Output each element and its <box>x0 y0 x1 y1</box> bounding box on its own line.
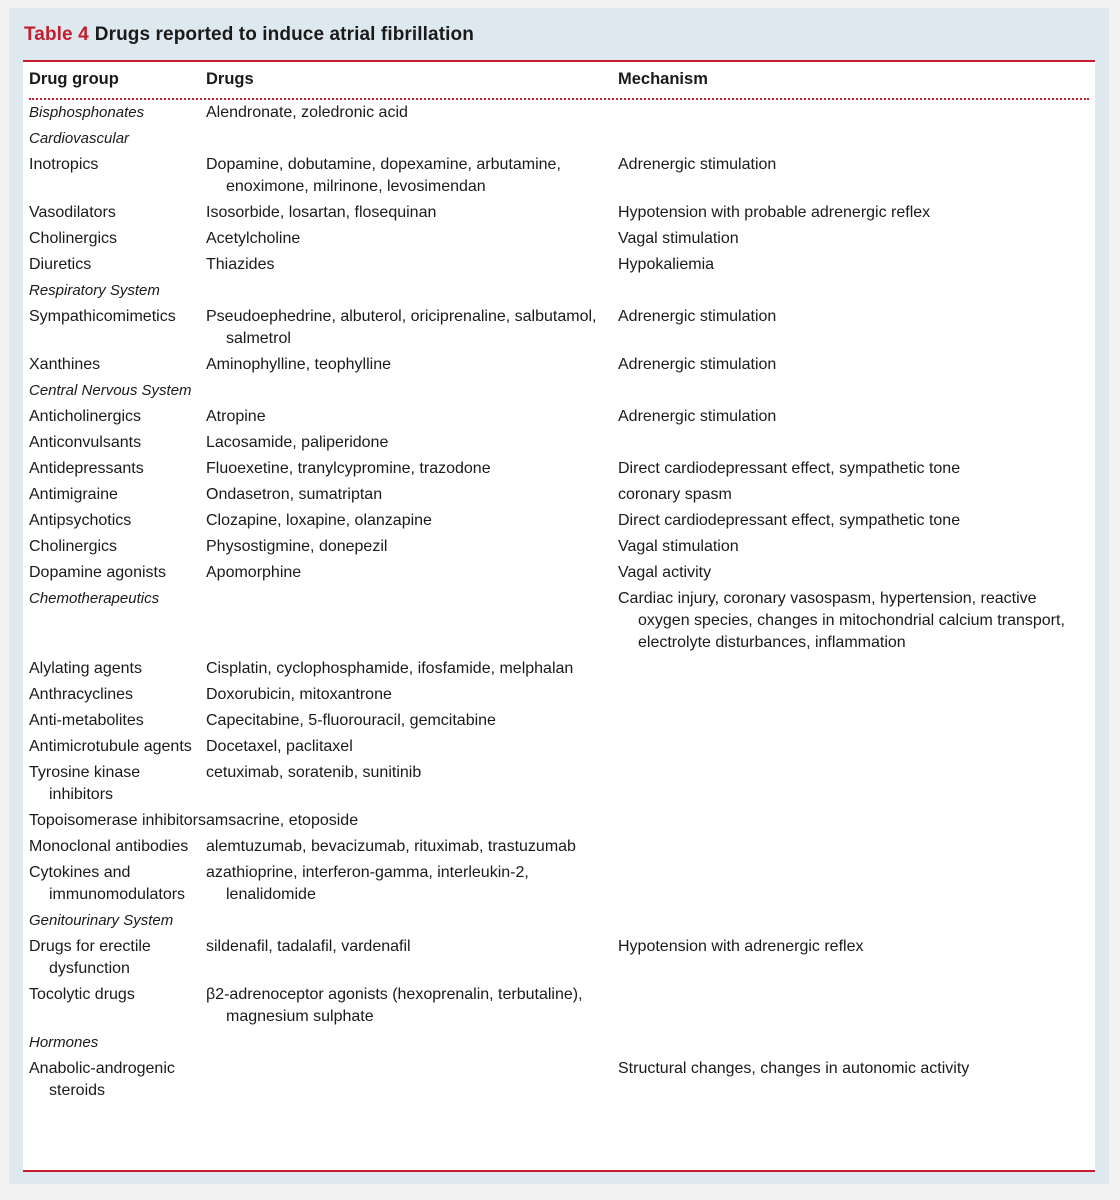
cell-drug-group: Antipsychotics <box>29 512 132 529</box>
cell-mechanism: Adrenergic stimulation <box>618 408 777 425</box>
table-section-row <box>23 100 1095 126</box>
cell-mechanism: Hypotension with adrenergic reflex <box>618 938 864 955</box>
cell-mechanism: Direct cardiodepressant effect, sympathetic tone <box>618 460 961 477</box>
table-label: Table 4 <box>24 24 89 45</box>
cell-drugs <box>206 128 618 150</box>
table-row <box>23 1056 1095 1104</box>
cell-drugs: β2-adrenoceptor agonists (hexoprenalin, terbutaline), magnesium sulphate <box>206 986 583 1025</box>
cell-drugs: Apomorphine <box>206 564 302 581</box>
cell-mechanism: Vagal stimulation <box>618 230 739 247</box>
cell-drug-group: Chemotherapeutics <box>29 590 160 607</box>
cell-mechanism <box>618 810 1090 832</box>
cell-drugs: Atropine <box>206 408 266 425</box>
table-row <box>23 708 1095 734</box>
cell-drugs: Fluoexetine, tranylcypromine, trazodone <box>206 460 491 477</box>
table-section-row <box>23 586 1095 656</box>
cell-mechanism <box>618 658 1090 680</box>
cell-mechanism: Vagal stimulation <box>618 538 739 555</box>
cell-mechanism <box>618 1032 1090 1054</box>
table-section-row <box>23 278 1095 304</box>
cell-mechanism <box>618 280 1090 302</box>
cell-drug-group: Inotropics <box>29 156 99 173</box>
table-row <box>23 534 1095 560</box>
cell-drugs: Physostigmine, donepezil <box>206 538 388 555</box>
table-rows <box>23 100 1095 1104</box>
table-section-row <box>23 1030 1095 1056</box>
table-row <box>23 226 1095 252</box>
table-title <box>24 24 474 46</box>
cell-drug-group: Antimicrotubule agents <box>29 738 192 755</box>
table-row <box>23 456 1095 482</box>
cell-drug-group: Antimigraine <box>29 486 118 503</box>
cell-drug-group: Cardiovascular <box>29 130 130 147</box>
cell-drugs: Doxorubicin, mitoxantrone <box>206 686 392 703</box>
cell-drug-group: Genitourinary System <box>29 912 174 929</box>
cell-drug-group: Anabolic-androgenic steroids <box>29 1060 175 1099</box>
cell-drug-group: Hormones <box>29 1034 99 1051</box>
table-row <box>23 200 1095 226</box>
table-row <box>23 560 1095 586</box>
cell-drug-group: Cholinergics <box>29 538 118 555</box>
cell-mechanism <box>618 380 1090 402</box>
cell-mechanism: coronary spasm <box>618 486 732 503</box>
table-row <box>23 734 1095 760</box>
cell-mechanism: Hypokaliemia <box>618 256 715 273</box>
cell-mechanism <box>618 910 1090 932</box>
cell-drugs: Ondasetron, sumatriptan <box>206 486 383 503</box>
cell-drug-group: Sympathicomimetics <box>29 308 176 325</box>
cell-drugs: alemtuzumab, bevacizumab, rituximab, trastuzumab <box>206 838 576 855</box>
cell-drugs: Capecitabine, 5-fluorouracil, gemcitabine <box>206 712 496 729</box>
cell-drug-group: Anticholinergics <box>29 408 142 425</box>
cell-drug-group: Cytokines and immunomodulators <box>29 864 186 903</box>
cell-drugs: Lacosamide, paliperidone <box>206 434 389 451</box>
table-row <box>23 656 1095 682</box>
header-drug-group: Drug group <box>29 70 119 88</box>
cell-drugs <box>206 380 618 402</box>
table-row <box>23 834 1095 860</box>
cell-mechanism <box>618 862 1090 906</box>
header-mechanism: Mechanism <box>618 70 708 88</box>
cell-drugs: Docetaxel, paclitaxel <box>206 738 353 755</box>
table-header-row <box>23 62 1095 100</box>
cell-mechanism <box>618 710 1090 732</box>
cell-drugs: Clozapine, loxapine, olanzapine <box>206 512 432 529</box>
cell-mechanism <box>618 128 1090 150</box>
cell-drug-group: Central Nervous System <box>29 382 192 399</box>
table-section-row <box>23 908 1095 934</box>
cell-mechanism: Structural changes, changes in autonomic activity <box>618 1060 970 1077</box>
cell-drugs: Alendronate, zoledronic acid <box>206 104 408 121</box>
table-section-row <box>23 126 1095 152</box>
table-row <box>23 808 1095 834</box>
table-row <box>23 934 1095 982</box>
cell-mechanism <box>618 984 1090 1028</box>
cell-drug-group: Anti-metabolites <box>29 712 144 729</box>
cell-mechanism <box>618 736 1090 758</box>
table-row <box>23 508 1095 534</box>
cell-drugs: Dopamine, dobutamine, dopexamine, arbutamine, enoximone, milrinone, levosimendan <box>206 156 561 195</box>
cell-drug-group: Cholinergics <box>29 230 118 247</box>
cell-drugs: azathioprine, interferon-gamma, interleukin-2, lenalidomide <box>206 864 529 903</box>
cell-drug-group: Respiratory System <box>29 282 160 299</box>
cell-drugs: Isosorbide, losartan, flosequinan <box>206 204 437 221</box>
cell-mechanism <box>618 684 1090 706</box>
table-row <box>23 430 1095 456</box>
cell-mechanism: Vagal activity <box>618 564 712 581</box>
cell-mechanism <box>618 762 1090 806</box>
table-row <box>23 760 1095 808</box>
cell-drug-group: Alylating agents <box>29 660 142 677</box>
cell-drug-group: Drugs for erectile dysfunction <box>29 938 151 977</box>
cell-mechanism: Cardiac injury, coronary vasospasm, hypertension, reactive oxygen species, changes in mitochondrial calcium transport, electrolyte disturbances, inflammation <box>618 590 1065 651</box>
table-row <box>23 352 1095 378</box>
cell-mechanism <box>618 432 1090 454</box>
table-row <box>23 682 1095 708</box>
cell-drug-group: Monoclonal antibodies <box>29 838 189 855</box>
cell-drugs: Cisplatin, cyclophosphamide, ifosfamide, melphalan <box>206 660 574 677</box>
cell-mechanism: Direct cardiodepressant effect, sympathetic tone <box>618 512 961 529</box>
cell-drug-group: Vasodilators <box>29 204 116 221</box>
cell-drugs: sildenafil, tadalafil, vardenafil <box>206 938 411 955</box>
cell-drugs: amsacrine, etoposide <box>206 812 359 829</box>
table-body <box>23 60 1095 1172</box>
table-caption: Drugs reported to induce atrial fibrillation <box>94 24 474 45</box>
cell-drug-group: Tyrosine kinase inhibitors <box>29 764 141 803</box>
cell-drugs <box>206 280 618 302</box>
cell-drugs: Aminophylline, teophylline <box>206 356 391 373</box>
header-drugs: Drugs <box>206 70 254 88</box>
cell-mechanism <box>618 836 1090 858</box>
cell-drugs: Pseudoephedrine, albuterol, oriciprenaline, salbutamol, salmetrol <box>206 308 597 347</box>
table-row <box>23 152 1095 200</box>
table-section-row <box>23 378 1095 404</box>
cell-drug-group: Antidepressants <box>29 460 144 477</box>
cell-mechanism: Adrenergic stimulation <box>618 156 777 173</box>
cell-drug-group: Diuretics <box>29 256 92 273</box>
cell-mechanism <box>618 102 1090 124</box>
cell-drugs: cetuximab, soratenib, sunitinib <box>206 764 422 781</box>
cell-drug-group: Tocolytic drugs <box>29 986 135 1003</box>
cell-drug-group: Topoisomerase inhibitors <box>29 812 206 829</box>
cell-drug-group: Xanthines <box>29 356 101 373</box>
cell-drugs <box>206 1032 618 1054</box>
table-row <box>23 860 1095 908</box>
cell-mechanism: Adrenergic stimulation <box>618 356 777 373</box>
cell-drugs: Acetylcholine <box>206 230 301 247</box>
table-panel <box>9 8 1109 1184</box>
table-row <box>23 404 1095 430</box>
cell-drug-group: Anthracyclines <box>29 686 134 703</box>
cell-drug-group: Anticonvulsants <box>29 434 142 451</box>
cell-mechanism: Hypotension with probable adrenergic reflex <box>618 204 931 221</box>
table-row <box>23 304 1095 352</box>
cell-drugs <box>206 910 618 932</box>
cell-drugs: Thiazides <box>206 256 275 273</box>
table-row <box>23 252 1095 278</box>
cell-drug-group: Bisphosphonates <box>29 104 145 121</box>
table-row <box>23 982 1095 1030</box>
cell-drugs <box>206 1058 618 1102</box>
cell-drug-group: Dopamine agonists <box>29 564 166 581</box>
table-row <box>23 482 1095 508</box>
cell-mechanism: Adrenergic stimulation <box>618 308 777 325</box>
cell-drugs <box>206 588 618 654</box>
